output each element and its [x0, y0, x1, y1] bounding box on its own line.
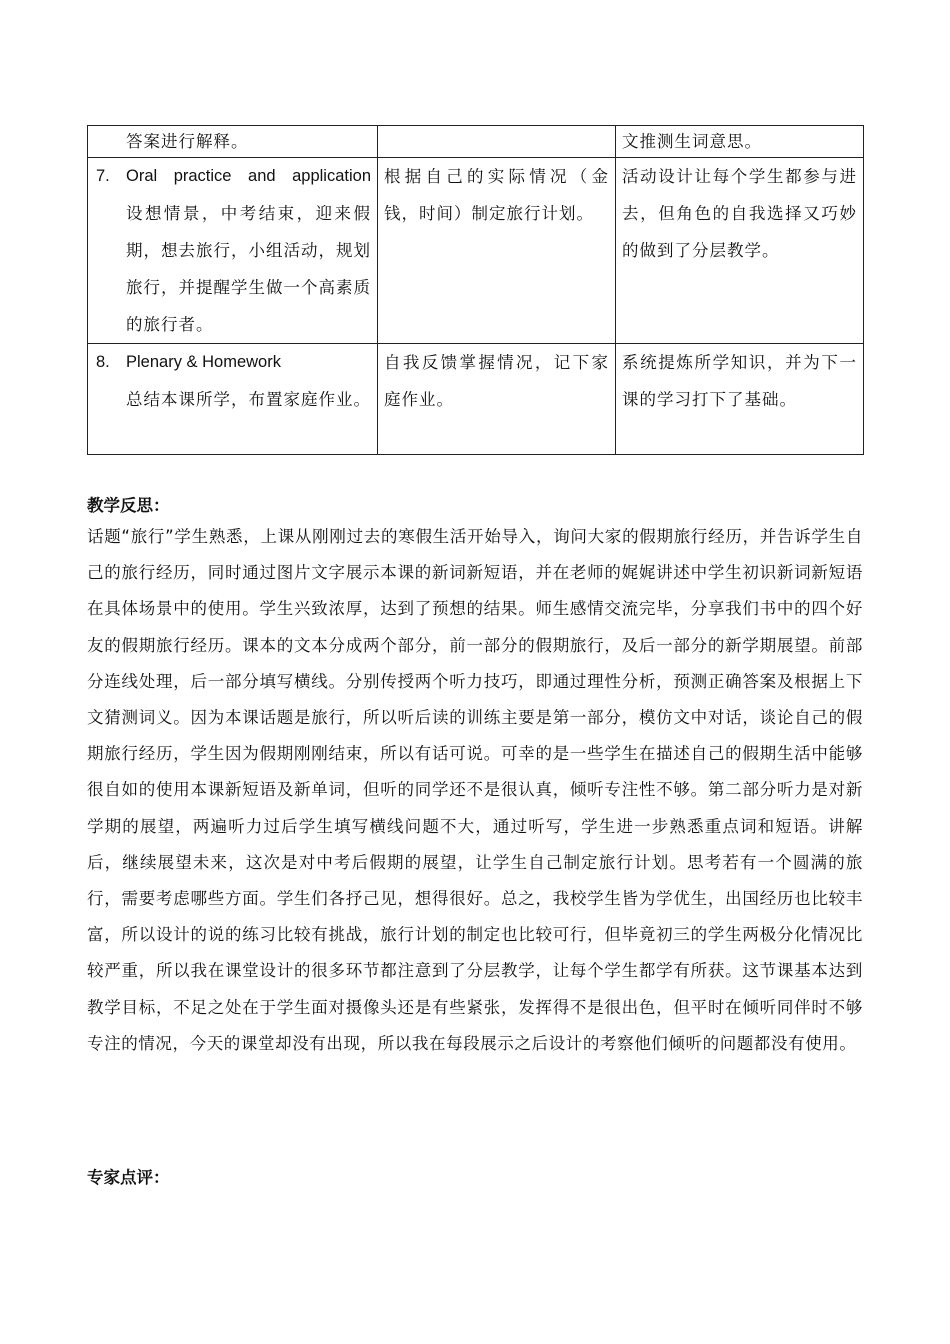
- step-title: Oral practice and application: [126, 167, 371, 185]
- step-cell: [88, 158, 378, 344]
- step-body: 设想情景，中考结束，迎来假期，想去旅行，小组活动，规划旅行，并提醒学生做一个高素质的旅行者。: [126, 204, 371, 334]
- step-body: 总结本课所学，布置家庭作业。: [126, 390, 371, 409]
- table-row: [88, 158, 864, 344]
- step-body: 答案进行解释。: [126, 132, 249, 151]
- activity-cell: [378, 344, 616, 455]
- expert-comment-heading: 专家点评：: [87, 1168, 170, 1187]
- activity-cell: [378, 126, 616, 158]
- purpose-cell: [616, 126, 864, 158]
- purpose-text: 系统提炼所学知识，并为下一课的学习打下了基础。: [622, 353, 857, 409]
- purpose-text: 文推测生词意思。: [622, 132, 762, 151]
- purpose-cell: [616, 158, 864, 344]
- step-title: Plenary & Homework: [126, 353, 281, 371]
- activity-text: 根据自己的实际情况（金钱，时间）制定旅行计划。: [384, 167, 609, 223]
- activity-cell: [378, 158, 616, 344]
- activity-text: 自我反馈掌握情况，记下家庭作业。: [384, 353, 609, 409]
- step-cell: [88, 126, 378, 158]
- step-number: 8.: [96, 353, 110, 371]
- reflection-body: 话题“旅行”学生熟悉，上课从刚刚过去的寒假生活开始导入，询问大家的假期旅行经历，并告诉学生自己的旅行经历，同时通过图片文字展示本课的新词新短语，并在老师的娓娓讲述中学生初识新词新短语在具体场景中的使用。学生兴致浓厚，达到了预想的结果。师生感情交流完毕，分享我们书中的四个好友的假期旅行经历。课本的文本分成两个部分，前一部分的假期旅行，及后一部分的新学期展望。前部分连线处理，后一部分填写横线。分别传授两个听力技巧，即通过理性分析，预测正确答案及根据上下文猜测词义。因为本课话题是旅行，所以听后读的训练主要是第一部分，模仿文中对话，谈论自己的假期旅行经历，学生因为假期刚刚结束，所以有话可说。可幸的是一些学生在描述自己的假期生活中能够很自如的使用本课新短语及新单词，但听的同学还不是很认真，倾听专注性不够。第二部分听力是对新学期的展望，两遍听力过后学生填写横线问题不大，通过听写，学生进一步熟悉重点词和短语。讲解后，继续展望未来，这次是对中考后假期的展望，让学生自己制定旅行计划。思考若有一个圆满的旅行，需要考虑哪些方面。学生们各抒己见，想得很好。总之，我校学生皆为学优生，出国经历也比较丰富，所以设计的说的练习比较有挑战，旅行计划的制定也比较可行，但毕竟初三的学生两极分化情况比较严重，所以我在课堂设计的很多环节都注意到了分层教学，让每个学生都学有所获。这节课基本达到教学目标，不足之处在于学生面对摄像头还是有些紧张，发挥得不是很出色，但平时在倾听同伴时不够专注的情况，今天的课堂却没有出现，所以我在每段展示之后设计的考察他们倾听的问题都没有使用。: [87, 527, 863, 1053]
- purpose-cell: [616, 344, 864, 455]
- step-header: [94, 344, 371, 381]
- step-header: [94, 158, 371, 195]
- table-row: [88, 126, 864, 158]
- step-number: 7.: [96, 167, 110, 185]
- lesson-plan-table: [87, 125, 864, 455]
- purpose-text: 活动设计让每个学生都参与进去，但角色的自我选择又巧妙的做到了分层教学。: [622, 167, 857, 260]
- step-cell: [88, 344, 378, 455]
- table-row: [88, 344, 864, 455]
- reflection-heading: 教学反思：: [87, 496, 170, 515]
